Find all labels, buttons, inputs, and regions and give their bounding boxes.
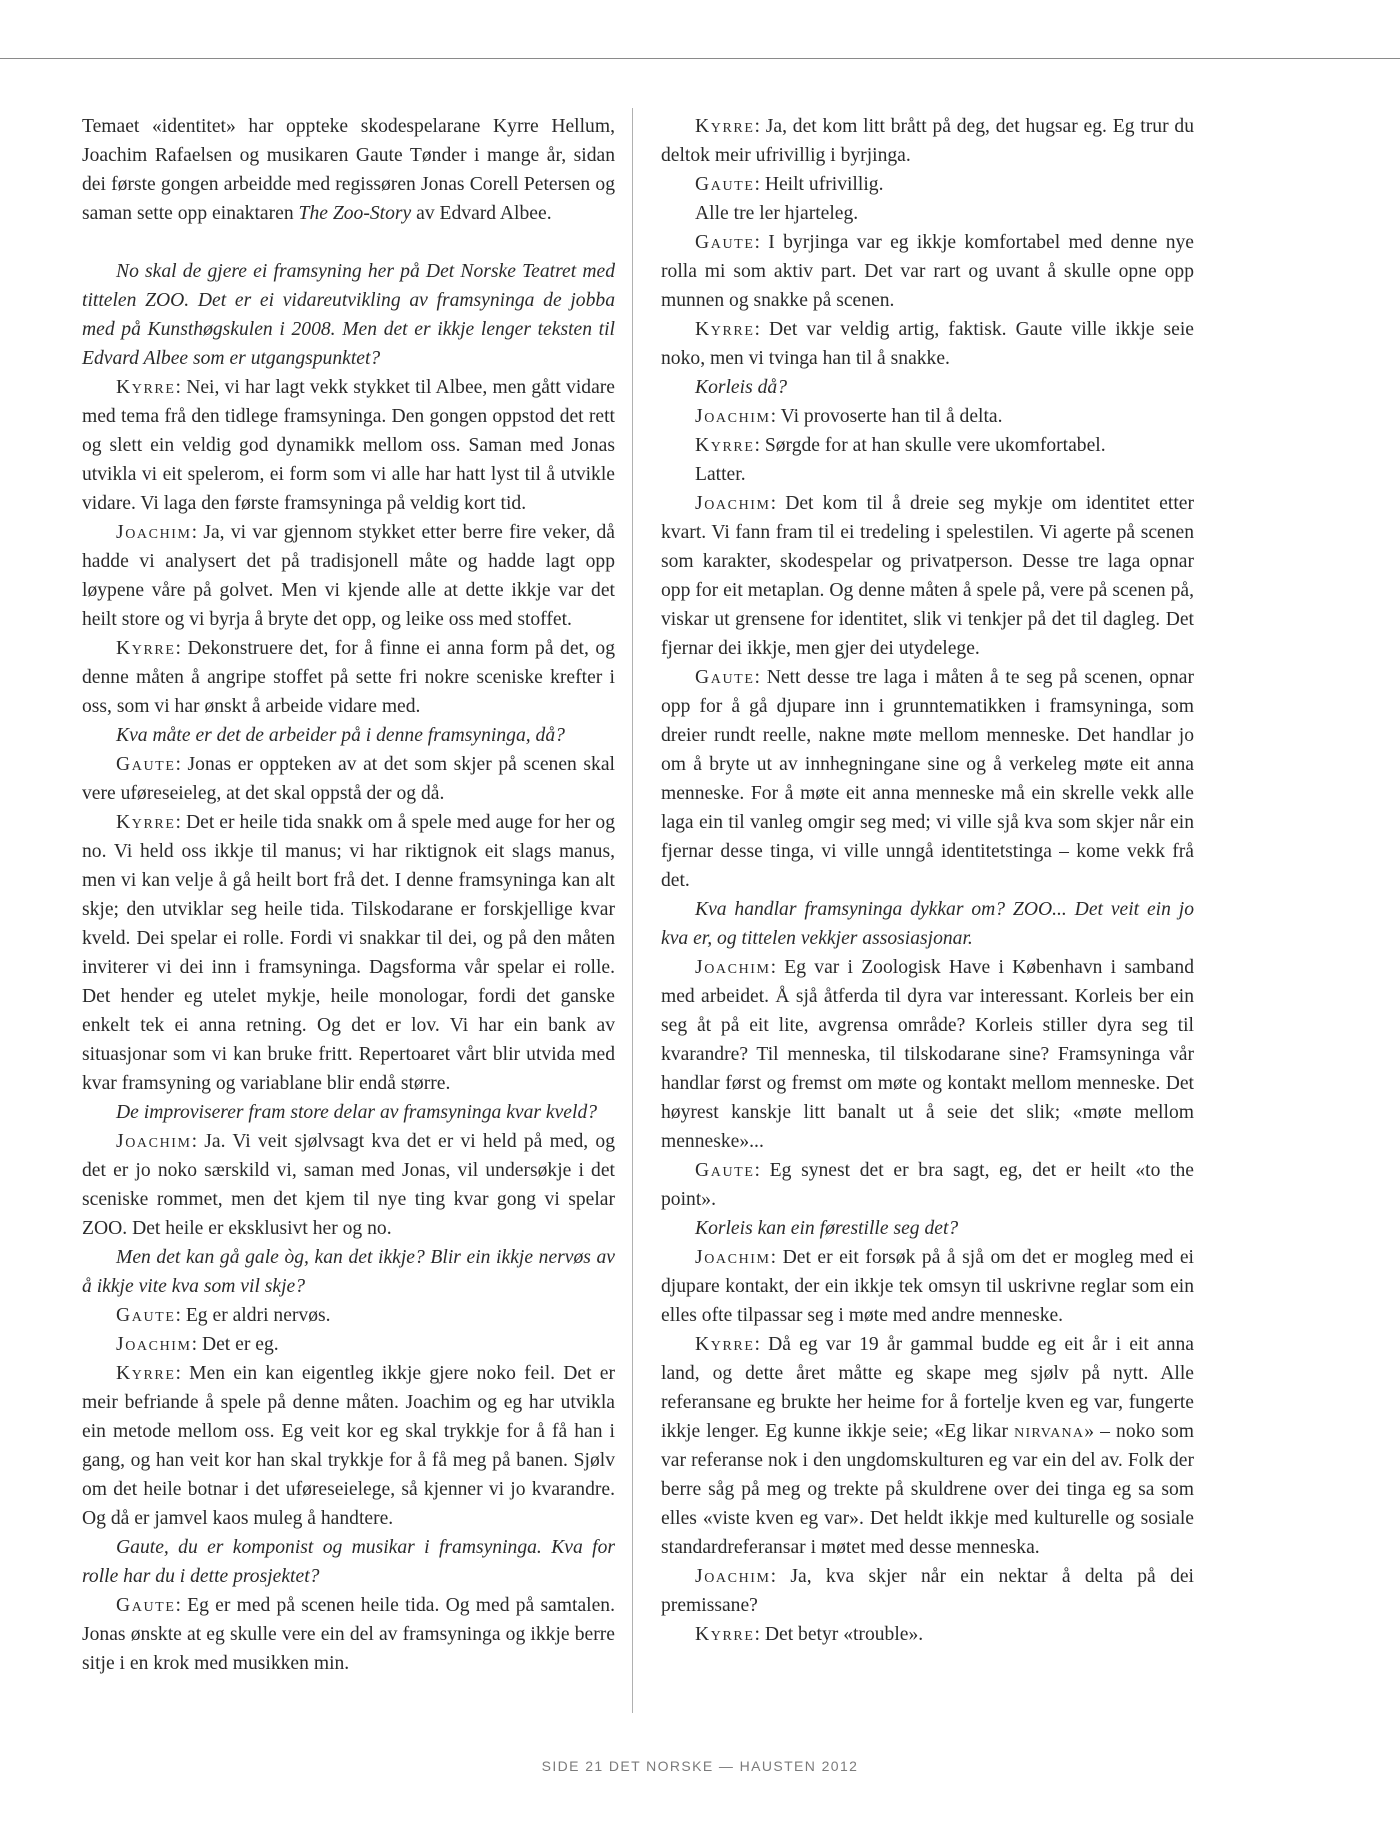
answer-text: Det var veldig artig, faktisk. Gaute ville ikkje seie noko, men vi tvinga han til å snakke. (661, 319, 1194, 369)
speaker-colon: : (770, 493, 786, 514)
answer-paragraph (661, 228, 1194, 315)
intro-text-1: Temaet «identitet» har oppteke skodespelarane Kyrre Hellum, Joachim Rafaelsen og musikaren Gaute Tønder i mange år, sidan dei første gongen arbeidde med regissøren Jonas Corell Petersen og saman sette opp einaktaren (82, 116, 615, 224)
speaker-colon: : (754, 1624, 765, 1645)
speaker-colon: : (754, 1160, 770, 1181)
answer-paragraph (661, 402, 1194, 431)
speaker-colon: : (191, 1131, 205, 1152)
speaker-name: Gaute (695, 667, 755, 688)
speaker-name: Gaute (116, 754, 176, 775)
stage-note: Latter. (695, 464, 746, 485)
speaker-colon: : (770, 957, 785, 978)
answer-paragraph (661, 953, 1194, 1156)
answer-paragraph (661, 489, 1194, 663)
answer-paragraph (661, 1620, 1194, 1649)
speaker-name: Joachim (695, 1247, 771, 1268)
speaker-name: Joachim (695, 957, 771, 978)
speaker-name: Joachim (116, 522, 192, 543)
answer-text: Det betyr «trouble». (764, 1624, 924, 1645)
speaker-colon: : (175, 1363, 190, 1384)
band-name: nirvana (1014, 1421, 1085, 1442)
answer-text: Ja, kva skjer når ein nektar å delta på dei premissane? (661, 1566, 1195, 1616)
speaker-colon: : (191, 522, 204, 543)
intro-text-2: av Edvard Albee. (411, 203, 552, 224)
answer-text: Eg er aldri nervøs. (185, 1305, 331, 1326)
speaker-colon: : (175, 377, 187, 398)
answer-text: Jonas er oppteken av at det som skjer på scenen skal vere uføreseieleg, at det skal oppstå der og då. (82, 754, 615, 804)
speaker-colon: : (770, 1247, 783, 1268)
speaker-name: Joachim (695, 406, 771, 427)
speaker-colon: : (754, 1334, 769, 1355)
answer-paragraph (661, 112, 1194, 170)
answer-paragraph (82, 1301, 615, 1330)
answer-paragraph (82, 1127, 615, 1243)
speaker-name: Joachim (695, 493, 771, 514)
speaker-colon: : (754, 174, 765, 195)
speaker-name: Gaute (695, 174, 755, 195)
answer-paragraph (82, 634, 615, 721)
interviewer-question: De improviserer fram store delar av framsyninga kvar kveld? (116, 1102, 598, 1123)
left-column-body (82, 257, 615, 1678)
answer-text: Sørgde for at han skulle vere ukomfortabel. (764, 435, 1106, 456)
speaker-colon: : (754, 232, 769, 253)
speaker-name: Gaute (695, 232, 755, 253)
column-divider (632, 108, 633, 1713)
answer-text: Eg var i Zoologisk Have i København i samband med arbeidet. Å sjå åtferda til dyra var interessant. Korleis ber ein seg åt på eit lite, avgrensa område? Korleis stiller dyra seg til kvarandre? Til menneska, til tilskodarane sine? Framsyninga vår handlar først og fremst om møte og kontakt mellom menneske. Det høyrest kanskje litt banalt ut å seie det slik; «møte mellom menneske»... (661, 957, 1194, 1152)
answer-text: Nett desse tre laga i måten å te seg på scenen, opnar opp for å gå djupare inn i grunntematikken i framsyninga, som dreier rundt reelle, nakne møte mellom menneske. Det handlar jo om å bryte ut av innhegningane sine og å verkeleg møte eit anna menneske. For å møte eit anna menneske må ein skrelle vekk alle laga ein til vanleg omgir seg med; vi ville sjå kva som skjer når ein fjernar desse tinga, vi ville unngå identitetstinga – kome vekk frå det. (661, 667, 1194, 891)
speaker-colon: : (175, 812, 186, 833)
answer-text: Ja. Vi veit sjølvsagt kva det er vi held på med, og det er jo noko særskild vi, saman med Jonas, vil undersøkje i det sceniske rommet, men det kjem til nye ting kvar gong vi spelar ZOO. Det heile er eksklusivt her og no. (82, 1131, 616, 1239)
speaker-colon: : (191, 1334, 202, 1355)
speaker-colon: : (754, 116, 766, 137)
speaker-colon: : (754, 319, 769, 340)
answer-text: Eg er med på scenen heile tida. Og med på samtalen. Jonas ønskte at eg skulle vere ein del av framsyninga og ikkje berre sitje i en krok med musikken min. (82, 1595, 616, 1674)
answer-paragraph (82, 518, 615, 634)
speaker-name: Joachim (695, 1566, 771, 1587)
stage-note: Alle tre ler hjarteleg. (695, 203, 859, 224)
right-column-body (661, 112, 1194, 1649)
answer-text: Ja, vi var gjennom stykket etter berre fire veker, då hadde vi analysert det på tradisjonell måte og hadde lagt opp løypene våre på golvet. Men vi kjende alle at dette ikkje var det heilt store og vi byrja å bryte det opp, og leike oss med stoffet. (82, 522, 616, 630)
answer-text: Det er eg. (201, 1334, 279, 1355)
answer-paragraph (661, 1330, 1194, 1562)
answer-paragraph (661, 315, 1194, 373)
speaker-name: Gaute (695, 1160, 755, 1181)
article-column-left (82, 112, 615, 1678)
answer-paragraph (661, 1562, 1194, 1620)
interviewer-question: No skal de gjere ei framsyning her på Det Norske Teatret med tittelen ZOO. Det er ei vidareutvikling av framsyninga de jobba med på Kunsthøgskulen i 2008. Men det er ikkje lenger teksten til Edvard Albee som er utgangspunktet? (82, 261, 615, 369)
interviewer-question: Korleis kan ein førestille seg det? (695, 1218, 959, 1239)
speaker-colon: : (175, 1305, 186, 1326)
speaker-name: Kyrre (695, 1334, 755, 1355)
speaker-name: Kyrre (695, 435, 755, 456)
speaker-colon: : (175, 754, 188, 775)
answer-text: Ja, det kom litt brått på deg, det hugsar eg. Eg trur du deltok meir ufrivillig i byrjinga. (661, 116, 1194, 166)
speaker-name: Kyrre (116, 812, 176, 833)
answer-text: Det kom til å dreie seg mykje om identitet etter kvart. Vi fann fram til ei tredeling i spelestilen. Vi agerte på scenen som karakter, skodespelar og privatperson. Desse tre laga opnar opp for eit metaplan. Og denne måten å spele på, vere på scenen på, viskar ut grensene for identitet, slik vi tenkjer på det til dagleg. Det fjernar dei ikkje, men gjer dei utydelege. (661, 493, 1194, 659)
top-rule (0, 58, 1400, 59)
interviewer-question: Kva måte er det de arbeider på i denne framsyninga, då? (116, 725, 565, 746)
speaker-colon: : (175, 638, 188, 659)
interviewer-question: Men det kan gå gale òg, kan det ikkje? Blir ein ikkje nervøs av å ikkje vite kva som vil skje? (82, 1247, 615, 1297)
answer-paragraph (661, 170, 1194, 199)
answer-text: Det er eit forsøk på å sjå om det er mogleg med ei djupare kontakt, der ein ikkje tek omsyn til uskrivne reglar som ein elles ofte tilpassar seg i møte med andre menneske. (661, 1247, 1194, 1326)
answer-text: Nei, vi har lagt vekk stykket til Albee, men gått vidare med tema frå den tidlege framsyninga. Den gongen oppstod det rett og slett ein veldig god dynamikk mellom oss. Saman med Jonas utvikla vi eit spelerom, ei form som vi alle har hatt lyst til å utvikle vidare. Vi laga den første framsyninga på veldig kort tid. (82, 377, 616, 514)
interviewer-question: Korleis då? (695, 377, 787, 398)
intro-paragraph (82, 112, 615, 228)
answer-paragraph (82, 373, 615, 518)
answer-paragraph (661, 663, 1194, 895)
answer-paragraph (661, 431, 1194, 460)
speaker-colon: : (175, 1595, 188, 1616)
speaker-name: Kyrre (695, 116, 755, 137)
speaker-name: Joachim (116, 1131, 192, 1152)
answer-paragraph (82, 1330, 615, 1359)
answer-text: I byrjinga var eg ikkje komfortabel med denne nye rolla mi som aktiv part. Det var rart og uvant å skulle opne opp munnen og snakke på scenen. (661, 232, 1194, 311)
speaker-colon: : (770, 406, 781, 427)
speaker-colon: : (754, 435, 765, 456)
article-column-right (661, 112, 1194, 1649)
interviewer-question: Gaute, du er komponist og musikar i framsyninga. Kva for rolle har du i dette prosjektet? (82, 1537, 615, 1587)
answer-text: Det er heile tida snakk om å spele med auge for her og no. Vi held oss ikkje til manus; vi har riktignok eit slags manus, men vi kan velje å gå heilt bort frå det. I denne framsyninga kan alt skje; den utviklar seg heile tida. Tilskodarane er forskjellige kvar kveld. Dei spelar ei rolle. Fordi vi snakkar til dei, og på den måten inviterer vi dei inn i framsyninga. Dagsforma vår spelar ei rolle. Det hender eg utelet mykje, heile monologar, fordi det ganske enkelt tek ei anna retning. Og det er lov. Vi har ein bank av situasjonar som vi kan bruke fritt. Repertoaret vårt blir utvida med kvar framsyning og variablane blir endå større. (82, 812, 616, 1094)
answer-paragraph (82, 808, 615, 1098)
speaker-name: Kyrre (695, 1624, 755, 1645)
speaker-name: Gaute (116, 1595, 176, 1616)
answer-paragraph (82, 750, 615, 808)
speaker-colon: : (754, 667, 767, 688)
answer-text: Dekonstruere det, for å finne ei anna form på det, og denne måten å angripe stoffet på sette fri nokre sceniske krefter i oss, som vi har ønskt å arbeide vidare med. (82, 638, 615, 717)
speaker-name: Gaute (116, 1305, 176, 1326)
speaker-name: Kyrre (695, 319, 755, 340)
interviewer-question: Kva handlar framsyninga dykkar om? ZOO... Det veit ein jo kva er, og tittelen vekkjer assosiasjonar. (661, 899, 1194, 949)
answer-paragraph (82, 1591, 615, 1678)
answer-text: Eg synest det er bra sagt, eg, det er heilt «to the point». (661, 1160, 1194, 1210)
answer-paragraph (661, 1156, 1194, 1214)
page-footer: SIDE 21 DET NORSKE — HAUSTEN 2012 (541, 1758, 859, 1774)
answer-text: Vi provoserte han til å delta. (780, 406, 1003, 427)
speaker-name: Kyrre (116, 638, 176, 659)
answer-text: Då eg var 19 år gammal budde eg eit år i eit anna land, og dette året måtte eg skape meg sjølv på nytt. Alle referansane eg brukte her heime for å fortelje kven eg var, fungerte ikkje lenger. Eg kunne ikkje seie; «Eg likar nirvana» – noko som var referanse nok i den ungdomskulturen eg var ein del av. Folk der berre såg på meg og trekte på skuldrene over dei tinga eg sa som elles «viste kven eg var». Det heldt ikkje med kulturelle og sosiale standardreferansar i møtet med desse menneska. (661, 1334, 1195, 1558)
answer-text: Heilt ufrivillig. (764, 174, 884, 195)
speaker-name: Kyrre (116, 1363, 176, 1384)
speaker-name: Joachim (116, 1334, 192, 1355)
answer-paragraph (82, 1359, 615, 1533)
speaker-colon: : (770, 1566, 791, 1587)
answer-text: Men ein kan eigentleg ikkje gjere noko feil. Det er meir befriande å spele på denne måten. Joachim og eg har utvikla ein metode mellom oss. Eg veit kor eg skal trykkje for å få han i gang, og han veit kor han skal trykkje for å få meg på banen. Sjølv om det heile botnar i det uføreseielege, så kjenner vi jo kvarandre. Og då er jamvel kaos muleg å handtere. (82, 1363, 615, 1529)
speaker-name: Kyrre (116, 377, 176, 398)
answer-paragraph (661, 1243, 1194, 1330)
intro-play-title: The Zoo-Story (298, 203, 412, 224)
